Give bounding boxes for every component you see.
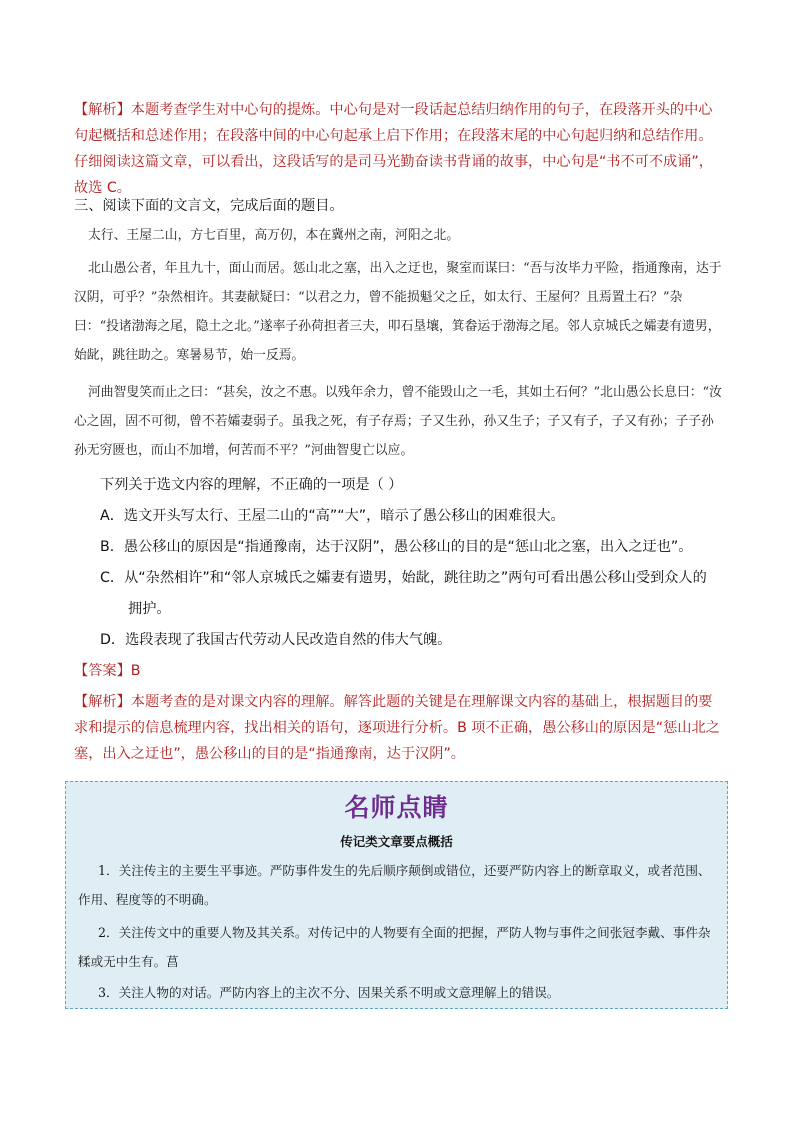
option-d: D．选段表现了我国古代劳动人民改造自然的伟大气魄。	[100, 632, 452, 648]
tips-subtitle: 传记类文章要点概括	[340, 834, 453, 849]
section-heading: 三、阅读下面的文言文，完成后面的题目。	[74, 198, 344, 214]
option-c: C．从“杂然相许”和“邻人京城氏之孀妻有遗男，始龀，跳往助之”两句可看出愚公移山受到众人的	[100, 570, 707, 586]
tips-item: 1．关注传主的主要生平事迹。严防事件发生的先后顺序颠倒或错位，还要严防内容上的断章取义，或者范围、作用、程度等的不明确。	[78, 863, 711, 907]
option-b: B．愚公移山的原因是“指通豫南，达于汉阴”，愚公移山的目的是“惩山北之塞，出入之迂也”。	[100, 539, 693, 555]
answer-line	[74, 658, 722, 684]
classical-paragraph-3: 河曲智叟笑而止之曰：“甚矣，汝之不惠。以残年余力，曾不能毁山之一毛，其如土石何？”北山愚公长息曰：“汝心之固，固不可彻，曾不若孀妻弱子。虽我之死，有子存焉；子又生孙，孙又生子；子又有子，子又有孙；子子孙孙无穷匮也，而山不加增，何苦而不平？”河曲智叟亡以应。	[74, 385, 722, 458]
tips-item: 2．关注传文中的重要人物及其关系。对传记中的人物要有全面的把握，严防人物与事件之间张冠李戴、事件杂糅或无中生有。菖	[78, 925, 711, 969]
tips-title: 名师点睛	[344, 793, 449, 822]
answer-value: B	[130, 663, 141, 679]
answer-label: 【答案】	[74, 663, 131, 679]
analysis-paragraph-1	[74, 97, 722, 201]
analysis-text: 本题考查学生对中心句的提炼。中心句是对一段话起总结归纳作用的句子，在段落开头的中心句起概括和总述作用；在段落中间的中心句起承上启下作用；在段落末尾的中心句起归纳和总结作用。仔细阅读这篇文章，可以看出，这段话写的是司马光勤奋读书背诵的故事，中心句是“书不可不成诵”，故选 C。	[74, 102, 713, 196]
classical-paragraph-1: 太行、王屋二山，方七百里，高万仞，本在冀州之南，河阳之北。	[88, 228, 460, 243]
question-stem: 下列关于选文内容的理解，不正确的一项是（ ）	[100, 477, 403, 493]
analysis-paragraph-2	[74, 689, 722, 767]
classical-paragraph-2: 北山愚公者，年且九十，面山而居。惩山北之塞，出入之迂也，聚室而谋曰：“吾与汝毕力平险，指通豫南，达于汉阴，可乎？”杂然相许。其妻献疑曰：“以君之力，曾不能损魁父之丘，如太行、王屋何？且焉置土石？”杂曰：“投诸渤海之尾，隐土之北。”遂率子孙荷担者三夫，叩石垦壤，箕畚运于渤海之尾。邻人京城氏之孀妻有遗男，始龀，跳往助之。寒暑易节，始一反焉。	[74, 261, 722, 363]
tips-item: 3．关注人物的对话。严防内容上的主次不分、因果关系不明或文意理解上的错误。	[98, 985, 560, 1000]
tips-box	[65, 781, 728, 1009]
analysis-text: 本题考查的是对课文内容的理解。解答此题的关键是在理解课文内容的基础上，根据题目的要求和提示的信息梳理内容，找出相关的语句，逐项进行分析。B 项不正确，愚公移山的原因是“惩山北之塞，出入之迂也”，愚公移山的目的是“指通豫南，达于汉阴”。	[74, 694, 720, 762]
option-a: A．选文开头写太行、王屋二山的“高”“大”，暗示了愚公移山的困难很大。	[100, 508, 565, 524]
option-c-continued: 拥护。	[128, 601, 171, 617]
analysis-label: 【解析】	[74, 694, 131, 710]
analysis-label: 【解析】	[74, 102, 131, 118]
